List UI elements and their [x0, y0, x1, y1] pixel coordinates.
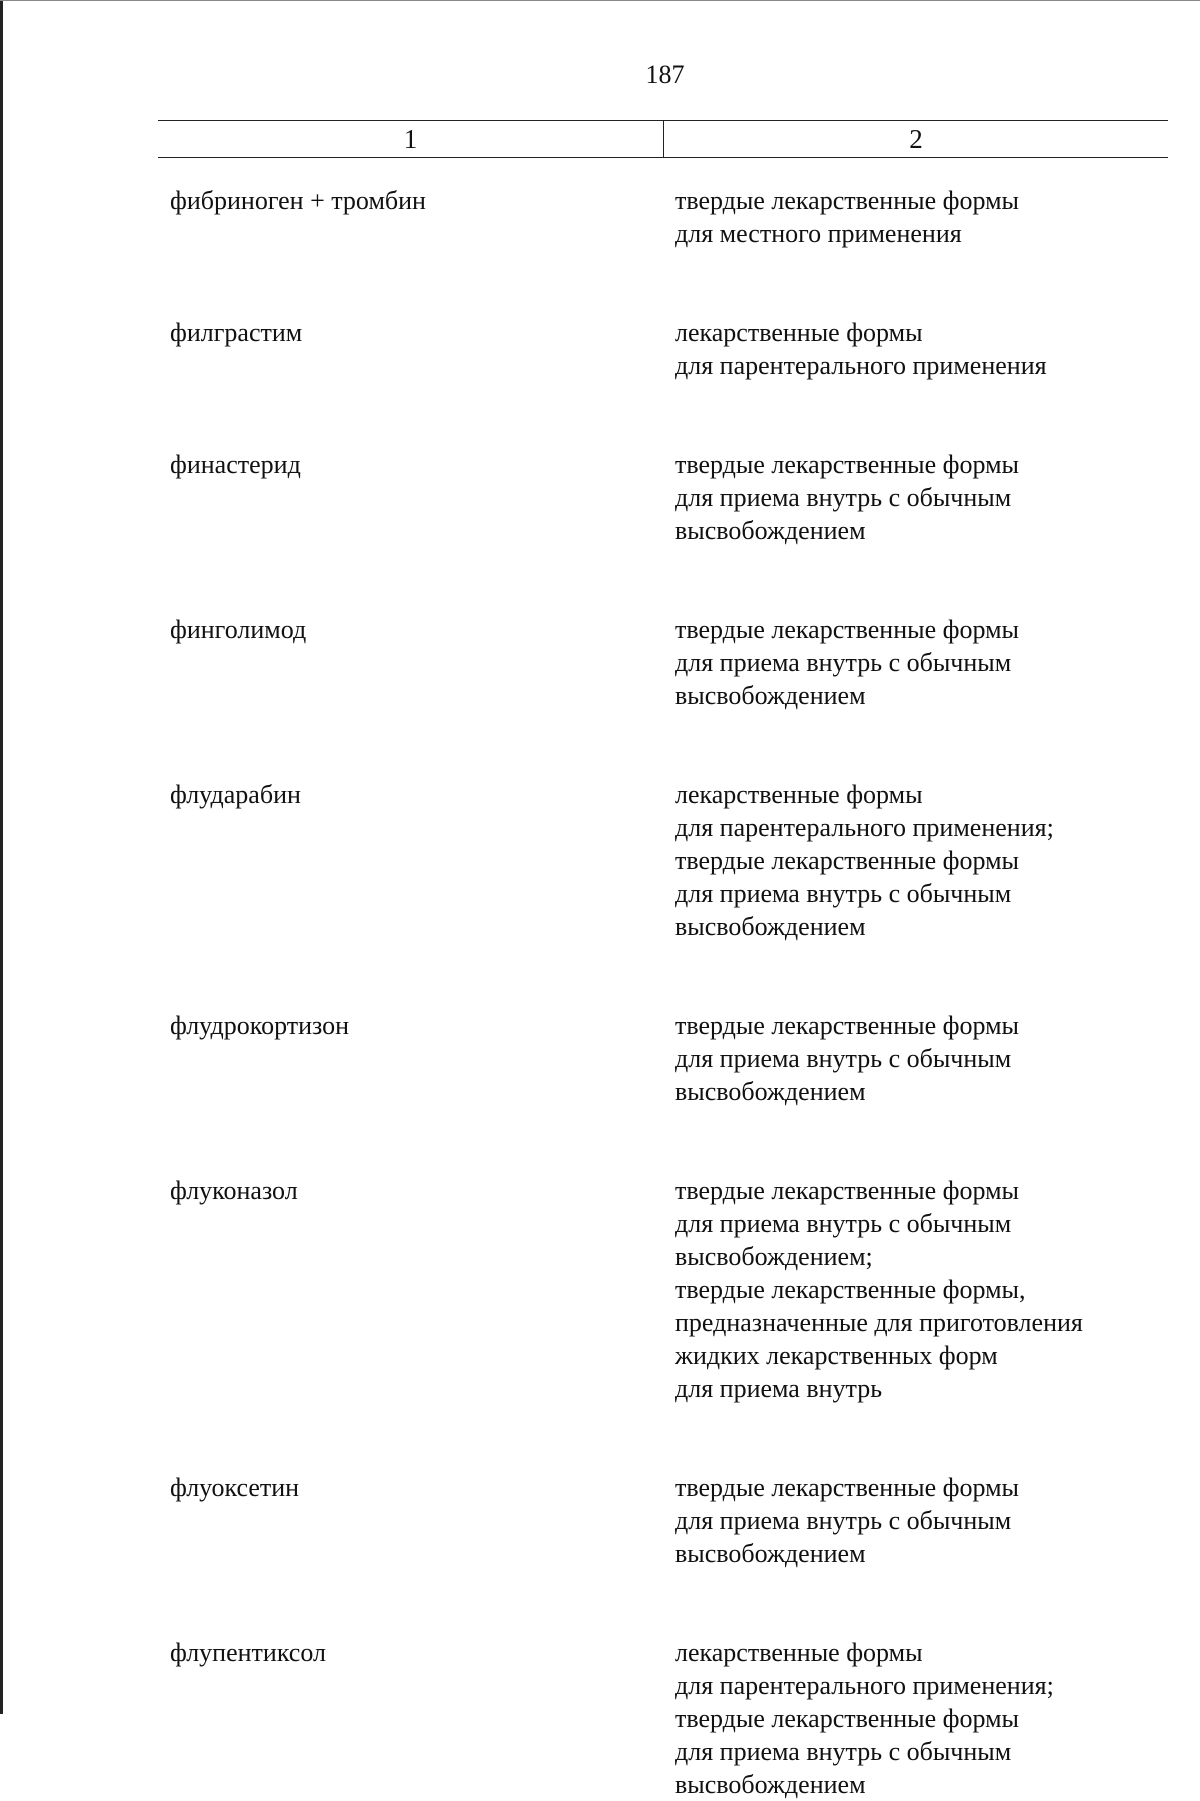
table-row — [0, 778, 1200, 943]
dosage-forms — [675, 1636, 1200, 1801]
dosage-form-line: предназначенные для приготовления — [675, 1308, 1083, 1337]
dosage-form-line: твердые лекарственные формы — [675, 615, 1019, 644]
dosage-form-line: высвобождением — [675, 681, 866, 710]
dosage-form-line: жидких лекарственных форм — [675, 1341, 998, 1370]
dosage-form-line: для приема внутрь с обычным — [675, 648, 1012, 677]
dosage-form-line: для приема внутрь с обычным — [675, 1506, 1012, 1535]
dosage-form-line: высвобождением; — [675, 1242, 873, 1271]
row-gap — [0, 943, 1200, 1009]
dosage-form-line: высвобождением — [675, 1077, 866, 1106]
dosage-form-line: для приема внутрь — [675, 1374, 883, 1403]
table-header — [158, 120, 1168, 158]
drug-name: флуоксетин — [170, 1473, 300, 1502]
drug-name: фибриноген + тромбин — [170, 186, 426, 215]
dosage-forms — [675, 1009, 1200, 1108]
dosage-form-line: твердые лекарственные формы — [675, 1704, 1019, 1733]
drug-name: флударабин — [170, 780, 301, 809]
dosage-form-line: твердые лекарственные формы — [675, 1011, 1019, 1040]
table-row — [0, 184, 1200, 250]
dosage-form-line: твердые лекарственные формы, — [675, 1275, 1026, 1304]
dosage-form-line: для парентерального применения; — [675, 813, 1054, 842]
drug-name: флудрокортизон — [170, 1011, 350, 1040]
table-row — [0, 1471, 1200, 1570]
dosage-forms — [675, 316, 1200, 382]
dosage-forms — [675, 448, 1200, 547]
dosage-form-line: для парентерального применения; — [675, 1671, 1054, 1700]
dosage-form-line: высвобождением — [675, 912, 866, 941]
row-gap — [0, 547, 1200, 613]
scan-edge-top — [0, 0, 1200, 1]
dosage-form-line: твердые лекарственные формы — [675, 846, 1019, 875]
dosage-forms — [675, 1471, 1200, 1570]
dosage-form-line: для приема внутрь с обычным — [675, 483, 1012, 512]
row-gap — [0, 1570, 1200, 1636]
dosage-form-line: высвобождением — [675, 1539, 866, 1568]
drug-name: флупентиксол — [170, 1638, 326, 1667]
row-gap — [0, 1405, 1200, 1471]
dosage-form-line: лекарственные формы — [675, 780, 923, 809]
dosage-forms — [675, 1174, 1200, 1405]
table-row — [0, 316, 1200, 382]
dosage-form-line: твердые лекарственные формы — [675, 1176, 1019, 1205]
table-row — [0, 1174, 1200, 1405]
dosage-form-line: для приема внутрь с обычным — [675, 1044, 1012, 1073]
dosage-form-line: для приема внутрь с обычным — [675, 879, 1012, 908]
table-row — [0, 448, 1200, 547]
header-col-2: 2 — [909, 124, 923, 154]
drug-name: финголимод — [170, 615, 307, 644]
row-gap — [0, 1108, 1200, 1174]
header-col-1: 1 — [158, 121, 664, 157]
dosage-form-line: лекарственные формы — [675, 318, 923, 347]
dosage-form-line: твердые лекарственные формы — [675, 186, 1019, 215]
page-number: 187 — [645, 60, 685, 89]
dosage-form-line: для парентерального применения — [675, 351, 1047, 380]
dosage-form-line: лекарственные формы — [675, 1638, 923, 1667]
table-row — [0, 613, 1200, 712]
dosage-forms — [675, 778, 1200, 943]
dosage-form-line: для приема внутрь с обычным — [675, 1209, 1012, 1238]
table-row — [0, 1009, 1200, 1108]
dosage-form-line: твердые лекарственные формы — [675, 1473, 1019, 1502]
dosage-forms — [675, 184, 1200, 250]
drug-name: финастерид — [170, 450, 301, 479]
drug-list — [0, 184, 1200, 1801]
drug-name: филграстим — [170, 318, 303, 347]
row-gap — [0, 250, 1200, 316]
dosage-form-line: твердые лекарственные формы — [675, 450, 1019, 479]
dosage-form-line: для местного применения — [675, 219, 962, 248]
dosage-form-line: для приема внутрь с обычным — [675, 1737, 1012, 1766]
table-row — [0, 1636, 1200, 1801]
dosage-form-line: высвобождением — [675, 1770, 866, 1799]
dosage-form-line: высвобождением — [675, 516, 866, 545]
drug-name: флуконазол — [170, 1176, 298, 1205]
row-gap — [0, 382, 1200, 448]
row-gap — [0, 712, 1200, 778]
dosage-forms — [675, 613, 1200, 712]
